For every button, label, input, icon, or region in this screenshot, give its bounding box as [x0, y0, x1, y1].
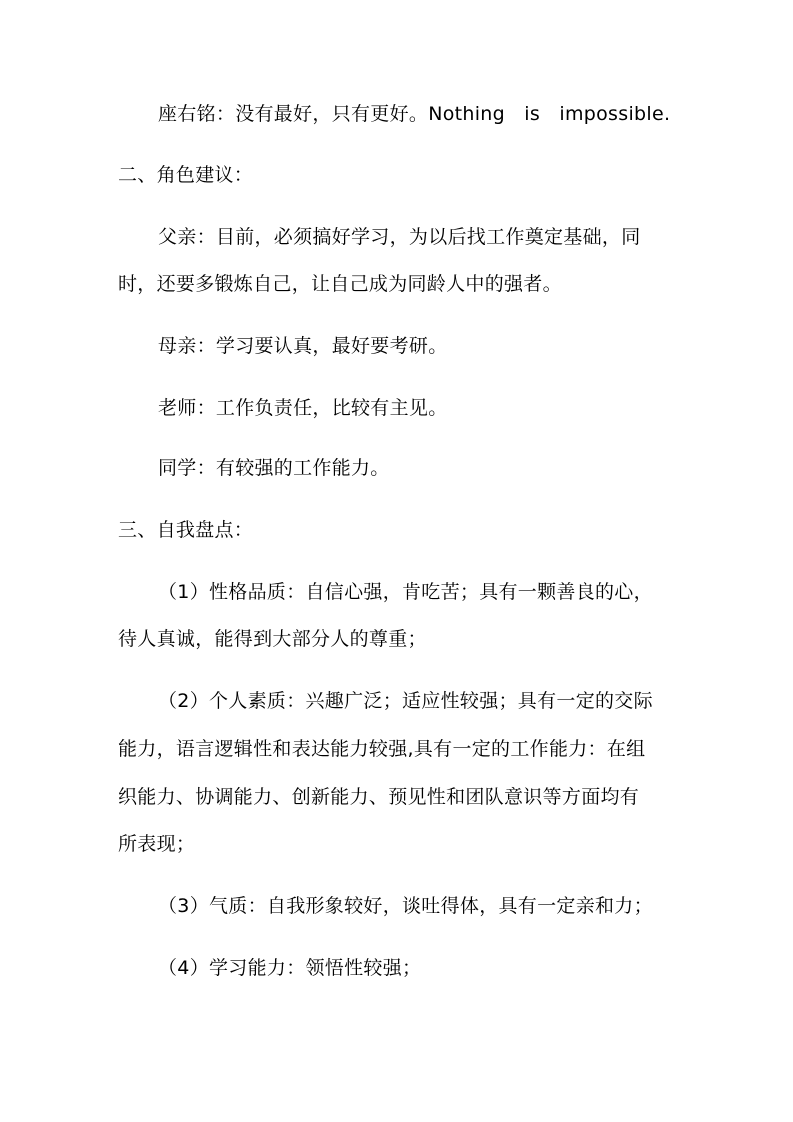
item-2-line-2: 能力，语言逻辑性和表达能力较强,具有一定的工作能力：在组 — [118, 738, 646, 760]
item-3: （3）气质：自我形象较好，谈吐得体，具有一定亲和力； — [158, 895, 653, 917]
item-2-line-1: （2）个人素质：兴趣广泛；适应性较强；具有一定的交际 — [158, 690, 653, 712]
item-1-line-1: （1）性格品质：自信心强，肯吃苦；具有一颗善良的心， — [158, 581, 653, 603]
section-heading-role-advice: 二、角色建议： — [118, 164, 254, 186]
father-advice-line-2: 时，还要多锻炼自己，让自己成为同龄人中的强者。 — [118, 273, 562, 295]
item-4: （4）学习能力：领悟性较强； — [158, 957, 422, 979]
item-2-line-4: 所表现； — [118, 833, 196, 855]
mother-advice: 母亲：学习要认真，最好要考研。 — [158, 335, 448, 357]
classmate-advice: 同学：有较强的工作能力。 — [158, 457, 390, 479]
item-1-line-2: 待人真诚，能得到大部分人的尊重； — [118, 628, 427, 650]
item-2-line-3: 织能力、协调能力、创新能力、预见性和团队意识等方面均有 — [118, 786, 640, 808]
motto-line: 座右铭：没有最好，只有更好。Nothing is impossible. — [158, 103, 671, 125]
father-advice-line-1: 父亲：目前，必须搞好学习，为以后找工作奠定基础，同 — [158, 226, 641, 248]
teacher-advice: 老师：工作负责任，比较有主见。 — [158, 397, 448, 419]
section-heading-self-inventory: 三、自我盘点： — [118, 519, 254, 541]
